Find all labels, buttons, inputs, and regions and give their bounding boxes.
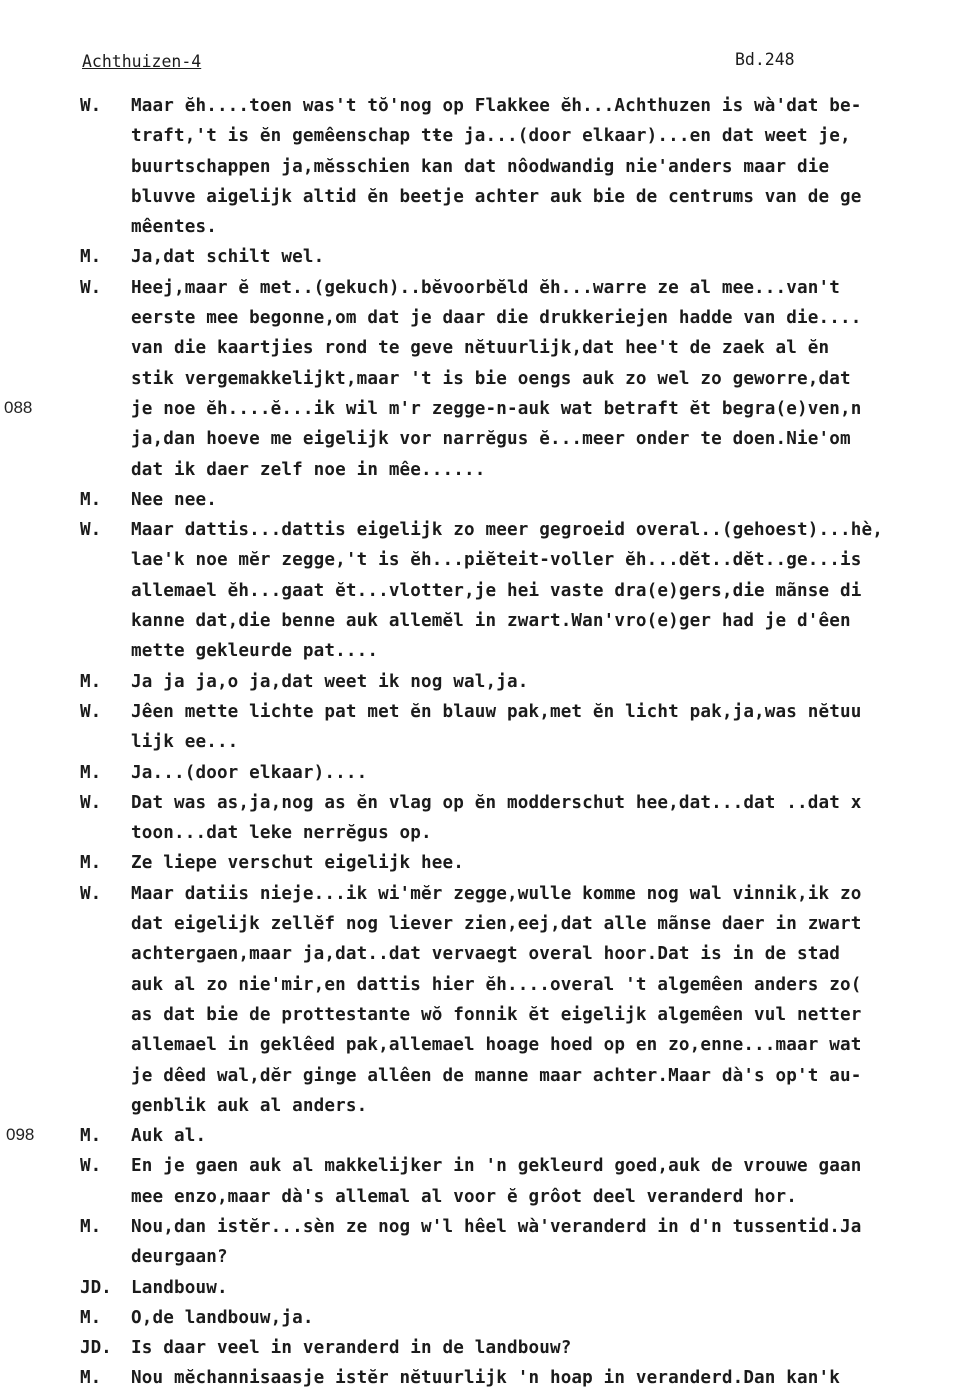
line-text: Nou mĕchannisaasje istĕr nĕtuurlijk 'n hoap in veranderd.Dan kan'k — [131, 1368, 840, 1389]
speaker-label: W. — [80, 96, 102, 116]
transcript-line — [0, 909, 973, 939]
transcript-line — [0, 1303, 973, 1333]
transcript-line — [0, 758, 973, 788]
transcript-line — [0, 970, 973, 1000]
transcript-line — [0, 667, 973, 697]
speaker-label: M. — [80, 671, 102, 692]
transcript-line — [0, 303, 973, 333]
transcript-line — [0, 394, 973, 424]
margin-counter-mark: 098 — [6, 1125, 35, 1144]
line-text: Maar datiis nieje...ik wi'mĕr zegge,wulle komme nog wal vinnik,ik zo — [131, 883, 862, 904]
transcript-line — [0, 364, 973, 394]
transcript-line — [0, 1151, 973, 1181]
line-text: Ze liepe verschut eigelijk hee. — [131, 853, 465, 874]
transcript-line — [0, 1182, 973, 1212]
transcript-line — [0, 1121, 973, 1151]
line-text: genblik auk al anders. — [131, 1095, 368, 1116]
line-text: van die kaartjies rond te geve nĕtuurlijk,dat hee't de zaek al ĕn — [131, 338, 830, 359]
speaker-label: JD. — [80, 1338, 112, 1359]
speaker-label: W. — [80, 701, 102, 722]
line-text: dat eigelijk zellĕf nog liever zien,eej,dat alle mãnse daer in zwart — [131, 914, 862, 935]
speaker-label: W. — [80, 1156, 102, 1177]
speaker-label: M. — [80, 1307, 102, 1328]
line-text: achtergaen,maar ja,dat..dat vervaegt overal hoor.Dat is in de stad — [131, 944, 840, 965]
speaker-label: W. — [80, 277, 102, 298]
line-text: je noe ĕh....ĕ...ik wil m'r zegge-n-auk wat betraft ĕt begra(e)ven,n — [131, 398, 862, 419]
transcript-line — [0, 424, 973, 454]
transcript-line — [0, 697, 973, 727]
transcript-line — [0, 727, 973, 757]
transcript-line — [0, 879, 973, 909]
transcript-line — [0, 212, 973, 242]
line-text: Is daar veel in veranderd in de landbouw? — [131, 1338, 572, 1359]
speaker-label: M. — [80, 1368, 102, 1389]
line-text: lijk ee... — [131, 732, 239, 753]
transcript-line — [0, 636, 973, 666]
line-text: Dat was as,ja,nog as ĕn vlag op ĕn modderschut hee,dat...dat ..dat x — [131, 792, 862, 813]
transcript-line — [0, 1273, 973, 1303]
transcript-line — [0, 818, 973, 848]
line-text: bluvve aigelijk altid ĕn beetje achter auk bie de centrums van de ge — [131, 186, 862, 207]
line-text: kanne dat,die benne auk allemĕl in zwart.Wan'vro(e)ger had je d'êen — [131, 611, 851, 632]
line-text: mêentes. — [131, 217, 217, 238]
transcript-line — [0, 91, 973, 121]
transcript-line — [0, 273, 973, 303]
line-text: auk al zo nie'mir,en dattis hier ĕh....overal 't algemêen anders zo( — [131, 974, 862, 995]
line-text: Ja,dat schilt wel. — [131, 247, 325, 268]
speaker-label: M. — [80, 1216, 102, 1237]
line-text: allemael ĕh...gaat ĕt...vlotter,je hei vaste dra(e)gers,die mãnse di — [131, 580, 862, 601]
line-text: je dêed wal,dĕr ginge allêen de manne maar achter.Maar dà's op't au- — [131, 1065, 862, 1086]
line-text: Ja ja ja,o ja,dat weet ik nog wal,ja. — [131, 671, 529, 692]
line-text: Ja...(door elkaar).... — [131, 762, 368, 783]
transcript-line — [0, 1242, 973, 1272]
document-title: Achthuizen-4 — [82, 52, 202, 71]
speaker-label: W. — [80, 520, 102, 541]
line-text: Auk al. — [131, 1126, 207, 1147]
line-text: stik vergemakkelijkt,maar 't is bie oengs auk zo wel zo geworre,dat — [131, 368, 851, 389]
speaker-label: M. — [80, 247, 102, 268]
transcript-line — [0, 1091, 973, 1121]
line-text: buurtschappen ja,mĕsschien kan dat nôodwandig nie'anders maar die — [131, 156, 830, 177]
line-text: ja,dan hoeve me eigelijk vor narrĕgus ĕ...meer onder te doen.Nie'om — [131, 429, 851, 450]
line-text: O,de landbouw,ja. — [131, 1307, 314, 1328]
line-text: Landbouw. — [131, 1277, 228, 1298]
transcript-line — [0, 455, 973, 485]
line-text: Heej,maar ĕ met..(gekuch)..bĕvoorbĕld ĕh...warre ze al mee...van't — [131, 277, 840, 298]
transcript-body — [0, 91, 973, 1390]
speaker-label: M. — [80, 853, 102, 874]
transcript-line — [0, 1061, 973, 1091]
speaker-label: M. — [80, 1126, 102, 1147]
transcript-line — [0, 1000, 973, 1030]
line-text: traft,'t is ĕn gemêenschap tŧe ja...(door elkaar)...en dat weet je, — [131, 126, 851, 147]
transcript-line — [0, 576, 973, 606]
transcript-line — [0, 333, 973, 363]
line-text: mette gekleurde pat.... — [131, 641, 379, 662]
transcript-line — [0, 848, 973, 878]
transcript-line — [0, 1333, 973, 1363]
speaker-label: W. — [80, 792, 102, 813]
transcript-line — [0, 788, 973, 818]
margin-counter-mark: 088 — [4, 398, 33, 417]
line-text: allemael in geklêed pak,allemael hoage hoed op en zo,enne...maar wat — [131, 1035, 862, 1056]
line-text: toon...dat leke nerrĕgus op. — [131, 823, 432, 844]
speaker-label: M. — [80, 762, 102, 783]
transcript-line — [0, 515, 973, 545]
line-text: dat ik daer zelf noe in mêe...... — [131, 459, 486, 480]
page-reference: Bd.248 — [735, 50, 795, 69]
line-text: lae'k noe mĕr zegge,'t is ĕh...piĕteit-voller ĕh...dĕt..dĕt..ge...is — [131, 550, 862, 571]
transcript-line — [0, 182, 973, 212]
line-text: En je gaen auk al makkelijker in 'n gekleurd goed,auk de vrouwe gaan — [131, 1156, 862, 1177]
transcript-line — [0, 939, 973, 969]
transcript-line — [0, 1030, 973, 1060]
line-text: eerste mee begonne,om dat je daar die drukkeriejen hadde van die.... — [131, 308, 862, 329]
transcript-line — [0, 121, 973, 151]
line-text: as dat bie de prottestante wŏ fonnik ĕt eigelijk algemêen vul netter — [131, 1004, 862, 1025]
line-text: mee enzo,maar dà's allemal al voor ĕ grôot deel veranderd hor. — [131, 1186, 798, 1207]
line-text: Nou,dan istĕr...sèn ze nog w'l hêel wà'veranderd in d'n tussentid.Ja — [131, 1216, 862, 1237]
speaker-label: JD. — [80, 1277, 112, 1298]
transcript-line — [0, 242, 973, 272]
transcript-line — [0, 606, 973, 636]
line-text: deurgaan? — [131, 1247, 228, 1268]
transcript-line — [0, 545, 973, 575]
transcript-line — [0, 1212, 973, 1242]
speaker-label: M. — [80, 489, 102, 510]
line-text: Nee nee. — [131, 489, 217, 510]
transcript-line — [0, 152, 973, 182]
transcript-line — [0, 485, 973, 515]
line-text: Maar ĕh....toen was't tŏ'nog op Flakkee ĕh...Achthuzen is wà'dat be- — [131, 96, 862, 116]
transcript-line — [0, 1363, 973, 1390]
line-text: Maar dattis...dattis eigelijk zo meer gegroeid overal..(gehoest)...hè, — [131, 520, 883, 541]
speaker-label: W. — [80, 883, 102, 904]
line-text: Jêen mette lichte pat met ĕn blauw pak,met ĕn licht pak,ja,was nĕtuu — [131, 701, 862, 722]
